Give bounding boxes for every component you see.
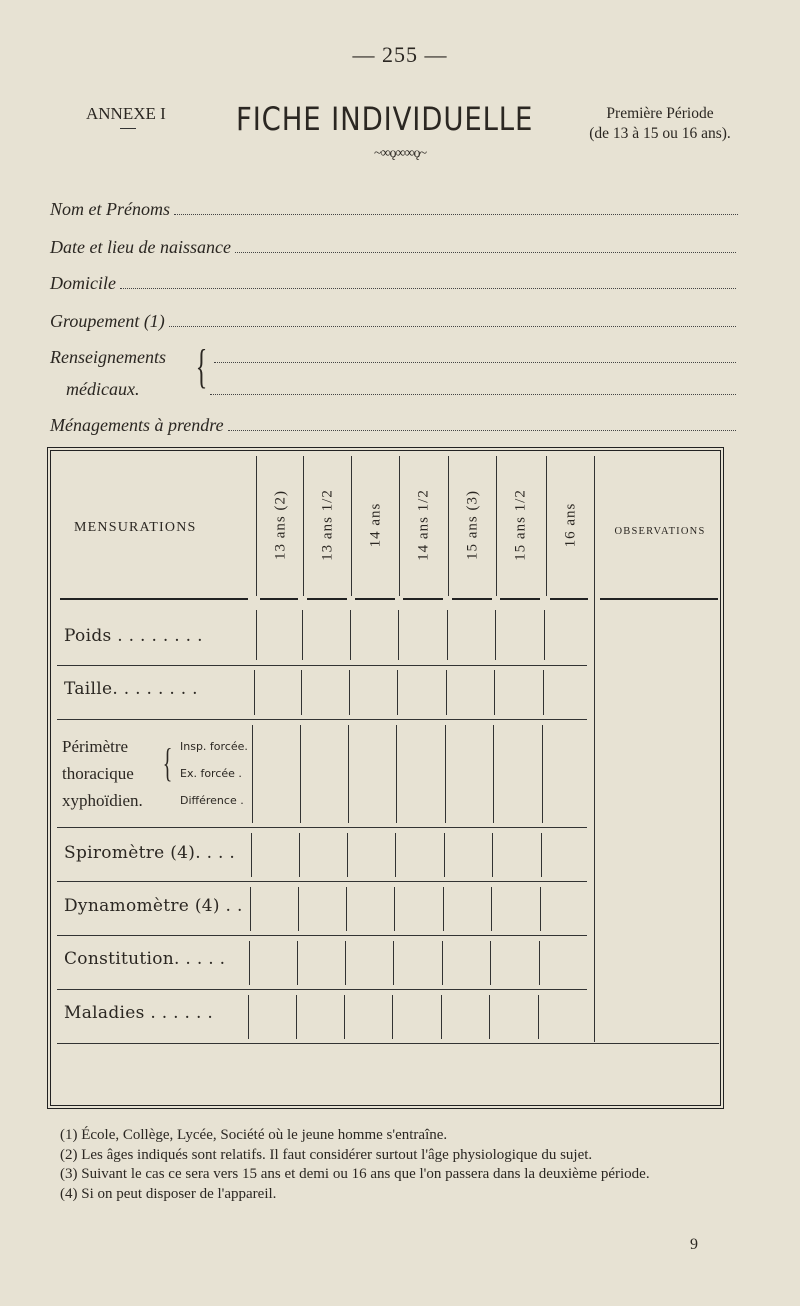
- header-rule: [500, 598, 540, 600]
- cell-divider: [344, 995, 345, 1039]
- age-label: 13 ans (2): [272, 490, 289, 560]
- field-nom-line: [174, 214, 738, 215]
- row-constitution: Constitution. . . . .: [64, 949, 226, 969]
- header-mensurations: MENSURATIONS: [74, 520, 197, 535]
- cell-divider: [493, 725, 494, 823]
- cell-divider: [252, 725, 253, 823]
- cell-divider: [298, 887, 299, 931]
- header-age-16: [547, 455, 595, 595]
- cell-divider: [302, 610, 303, 660]
- header-age-13-5: [304, 455, 352, 595]
- field-renseignements-label: Renseignements: [50, 347, 166, 367]
- field-groupement-line: [169, 326, 736, 327]
- footnote-4: (4) Si on peut disposer de l'appareil.: [60, 1185, 277, 1202]
- period-line-2: (de 13 à 15 ou 16 ans).: [589, 125, 731, 142]
- row-rule: [57, 881, 587, 882]
- perimetre-brace: {: [162, 740, 173, 785]
- cell-divider: [394, 887, 395, 931]
- field-renseignements-line-1: [214, 362, 736, 363]
- field-date-label: Date et lieu de naissance: [50, 237, 231, 257]
- cell-divider: [491, 887, 492, 931]
- footnote-1: (1) École, Collège, Lycée, Société où le jeune homme s'entraîne.: [60, 1127, 448, 1143]
- annexe-label: ANNEXE I: [86, 104, 166, 123]
- cell-divider: [489, 995, 490, 1039]
- age-label: 15 ans 1/2: [512, 489, 529, 561]
- cell-divider: [250, 887, 251, 931]
- cell-divider: [490, 941, 491, 985]
- cell-divider: [538, 995, 539, 1039]
- ornament-divider: ~∞ǫ∞∞ǫ~: [373, 146, 427, 161]
- age-label: 14 ans: [367, 502, 384, 548]
- header-rule: [452, 598, 492, 600]
- cell-divider: [443, 887, 444, 931]
- field-nom-label: Nom et Prénoms: [50, 199, 170, 219]
- sub-insp: Insp. forcée.: [180, 740, 248, 753]
- row-taille: Taille. . . . . . . .: [64, 679, 198, 699]
- cell-divider: [392, 995, 393, 1039]
- cell-divider: [396, 725, 397, 823]
- header-rule: [260, 598, 298, 600]
- cell-divider: [444, 833, 445, 877]
- row-maladies: Maladies . . . . . .: [64, 1003, 214, 1023]
- cell-divider: [398, 610, 399, 660]
- cell-divider: [492, 833, 493, 877]
- cell-divider: [544, 610, 545, 660]
- cell-divider: [348, 725, 349, 823]
- footnotes: [40, 1126, 760, 1204]
- row-rule: [57, 935, 587, 936]
- header-rule: [355, 598, 395, 600]
- folio-number: 9: [690, 1236, 698, 1253]
- cell-divider: [446, 670, 447, 715]
- age-label: 14 ans 1/2: [415, 489, 432, 561]
- field-menagements-line: [228, 430, 736, 431]
- cell-divider: [296, 995, 297, 1039]
- cell-divider: [254, 670, 255, 715]
- field-renseignements-line-2: [210, 394, 736, 395]
- cell-divider: [299, 833, 300, 877]
- annexe-underline: [120, 128, 136, 129]
- header-age-13: [257, 455, 305, 595]
- field-domicile-line: [120, 288, 736, 289]
- cell-divider: [248, 995, 249, 1039]
- period-label: [560, 104, 760, 144]
- header-rule: [403, 598, 443, 600]
- row-rule: [57, 665, 587, 666]
- field-domicile[interactable]: [50, 268, 736, 294]
- cell-divider: [441, 995, 442, 1039]
- cell-divider: [297, 941, 298, 985]
- row-poids: Poids . . . . . . . .: [64, 626, 203, 646]
- field-date-line: [235, 252, 736, 253]
- cell-divider: [346, 887, 347, 931]
- field-groupement[interactable]: [50, 306, 736, 332]
- perimetre-line-1: Périmètre: [62, 737, 129, 756]
- row-spirometre: Spiromètre (4). . . .: [64, 843, 236, 863]
- footnote-2: (2) Les âges indiqués sont relatifs. Il faut considérer surtout l'âge physiologique du sujet.: [60, 1146, 593, 1163]
- field-domicile-label: Domicile: [50, 273, 116, 293]
- cell-divider: [397, 670, 398, 715]
- row-dynamometre: Dynamomètre (4) . .: [64, 896, 243, 916]
- header-age-15-5: [497, 455, 545, 595]
- field-brace: {: [195, 340, 208, 393]
- page-number: — 255 —: [352, 42, 448, 67]
- cell-divider: [249, 941, 250, 985]
- header-age-14-5: [400, 455, 448, 595]
- sub-diff: Différence .: [180, 794, 244, 807]
- cell-divider: [447, 610, 448, 660]
- cell-divider: [395, 833, 396, 877]
- field-menagements-label: Ménagements à prendre: [50, 415, 224, 435]
- row-perimetre: [62, 733, 143, 814]
- field-date[interactable]: [50, 232, 736, 258]
- cell-divider: [301, 670, 302, 715]
- cell-divider: [539, 941, 540, 985]
- age-label: 15 ans (3): [464, 490, 481, 560]
- header-rule: [550, 598, 588, 600]
- cell-divider: [495, 610, 496, 660]
- sub-ex: Ex. forcée .: [180, 767, 242, 780]
- cell-divider: [442, 941, 443, 985]
- field-medicaux-label: médicaux.: [66, 379, 140, 399]
- form-title: FICHE INDIVIDUELLE: [236, 100, 534, 138]
- row-rule: [57, 827, 587, 828]
- header-observations: OBSERVATIONS: [614, 526, 706, 537]
- field-groupement-label: Groupement (1): [50, 311, 165, 331]
- header-age-15: [449, 455, 497, 595]
- header-age-14: [352, 455, 400, 595]
- field-nom[interactable]: [50, 194, 738, 220]
- header-rule: [307, 598, 347, 600]
- row-rule: [57, 989, 587, 990]
- field-menagements[interactable]: [50, 410, 736, 436]
- cell-divider: [540, 887, 541, 931]
- header-rule: [60, 598, 248, 600]
- cell-divider: [345, 941, 346, 985]
- cell-divider: [542, 725, 543, 823]
- cell-divider: [543, 670, 544, 715]
- cell-divider: [445, 725, 446, 823]
- cell-divider: [300, 725, 301, 823]
- cell-divider: [541, 833, 542, 877]
- age-label: 13 ans 1/2: [319, 489, 336, 561]
- cell-divider: [393, 941, 394, 985]
- cell-divider: [251, 833, 252, 877]
- cell-divider: [256, 610, 257, 660]
- perimetre-line-3: xyphoïdien.: [62, 791, 143, 810]
- row-rule-bottom: [57, 1043, 719, 1044]
- age-label: 16 ans: [562, 502, 579, 548]
- period-line-1: Première Période: [606, 105, 714, 122]
- cell-divider: [349, 670, 350, 715]
- header-rule: [600, 598, 718, 600]
- footnote-3: (3) Suivant le cas ce sera vers 15 ans et demi ou 16 ans que l'on passera dans la deuxième période.: [60, 1166, 650, 1182]
- cell-divider: [350, 610, 351, 660]
- cell-divider: [347, 833, 348, 877]
- row-rule: [57, 719, 587, 720]
- field-medicaux[interactable]: [50, 374, 736, 400]
- cell-divider: [494, 670, 495, 715]
- field-renseignements[interactable]: [50, 342, 736, 368]
- perimetre-line-2: thoracique: [62, 764, 134, 783]
